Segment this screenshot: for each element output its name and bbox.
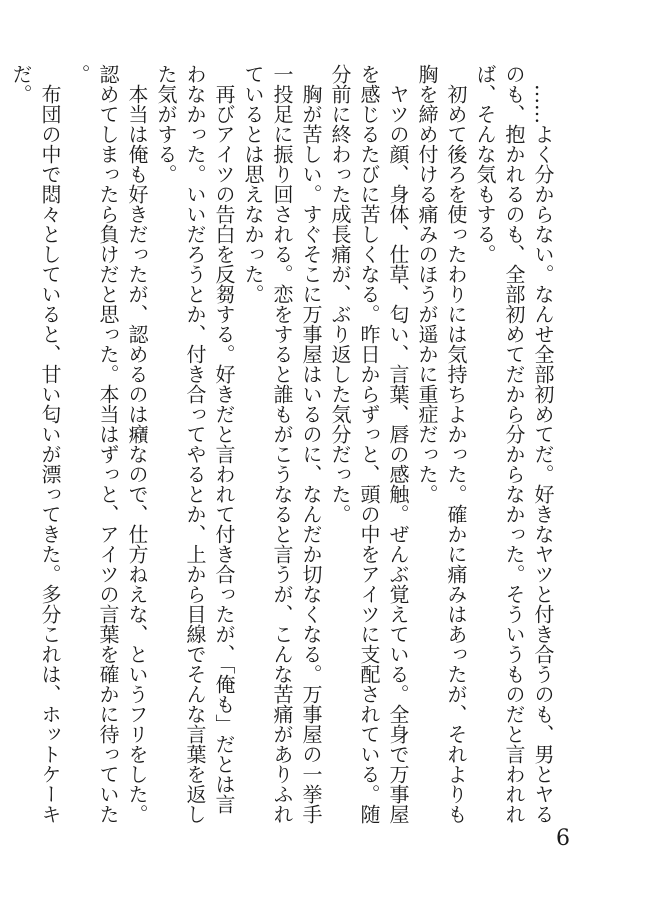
paragraph-5: 再びアイツの告白を反芻する。好きだと言われて付き合ったが、「俺も」だとは言わなかった。いいだろうとか、付き合ってやるとか、上から目線でそんな言葉を返した気がする。 <box>154 64 236 824</box>
paragraph-7: 布団の中で悶々としていると、甘い匂いが漂ってきた。多分これは、ホットケーキだ。 <box>9 64 62 824</box>
paragraph-1: ……よく分からない。なんせ全部初めてだ。好きなヤツと付き合うのも、男とヤるのも、抱かれるのも、全部初めてだから分からなかった。そういうものだと言われれば、そんな気もする。 <box>473 64 555 824</box>
paragraph-2: 初めて後ろを使ったわりには気持ちよかった。確かに痛みはあったが、それよりも胸を締め付ける痛みのほうが遥かに重症だった。 <box>415 64 468 824</box>
vertical-text-body <box>9 64 557 832</box>
paragraph-6: 本当は俺も好きだったが、認めるのは癪なので、仕方ねえな、というフリをした。認めてしまったら負けだと思った。本当はずっと、アイツの言葉を確かに待っていた。 <box>67 64 149 824</box>
page-number: 6 <box>556 826 570 851</box>
paragraph-3: ヤツの顔、身体、仕草、匂い、言葉、唇の感触。ぜんぶ覚えている。全身で万事屋を感じるたびに苦しくなる。昨日からずっと、頭の中をアイツに支配されている。随分前に終わった成長痛が、ぶり返した気分だった。 <box>328 64 410 824</box>
paragraph-4: 胸が苦しい。すぐそこに万事屋はいるのに、なんだか切なくなる。万事屋の一挙手一投足に振り回される。恋をすると誰もがこうなると言うが、こんな苦痛がありふれているとは思えなかった。 <box>241 64 323 824</box>
